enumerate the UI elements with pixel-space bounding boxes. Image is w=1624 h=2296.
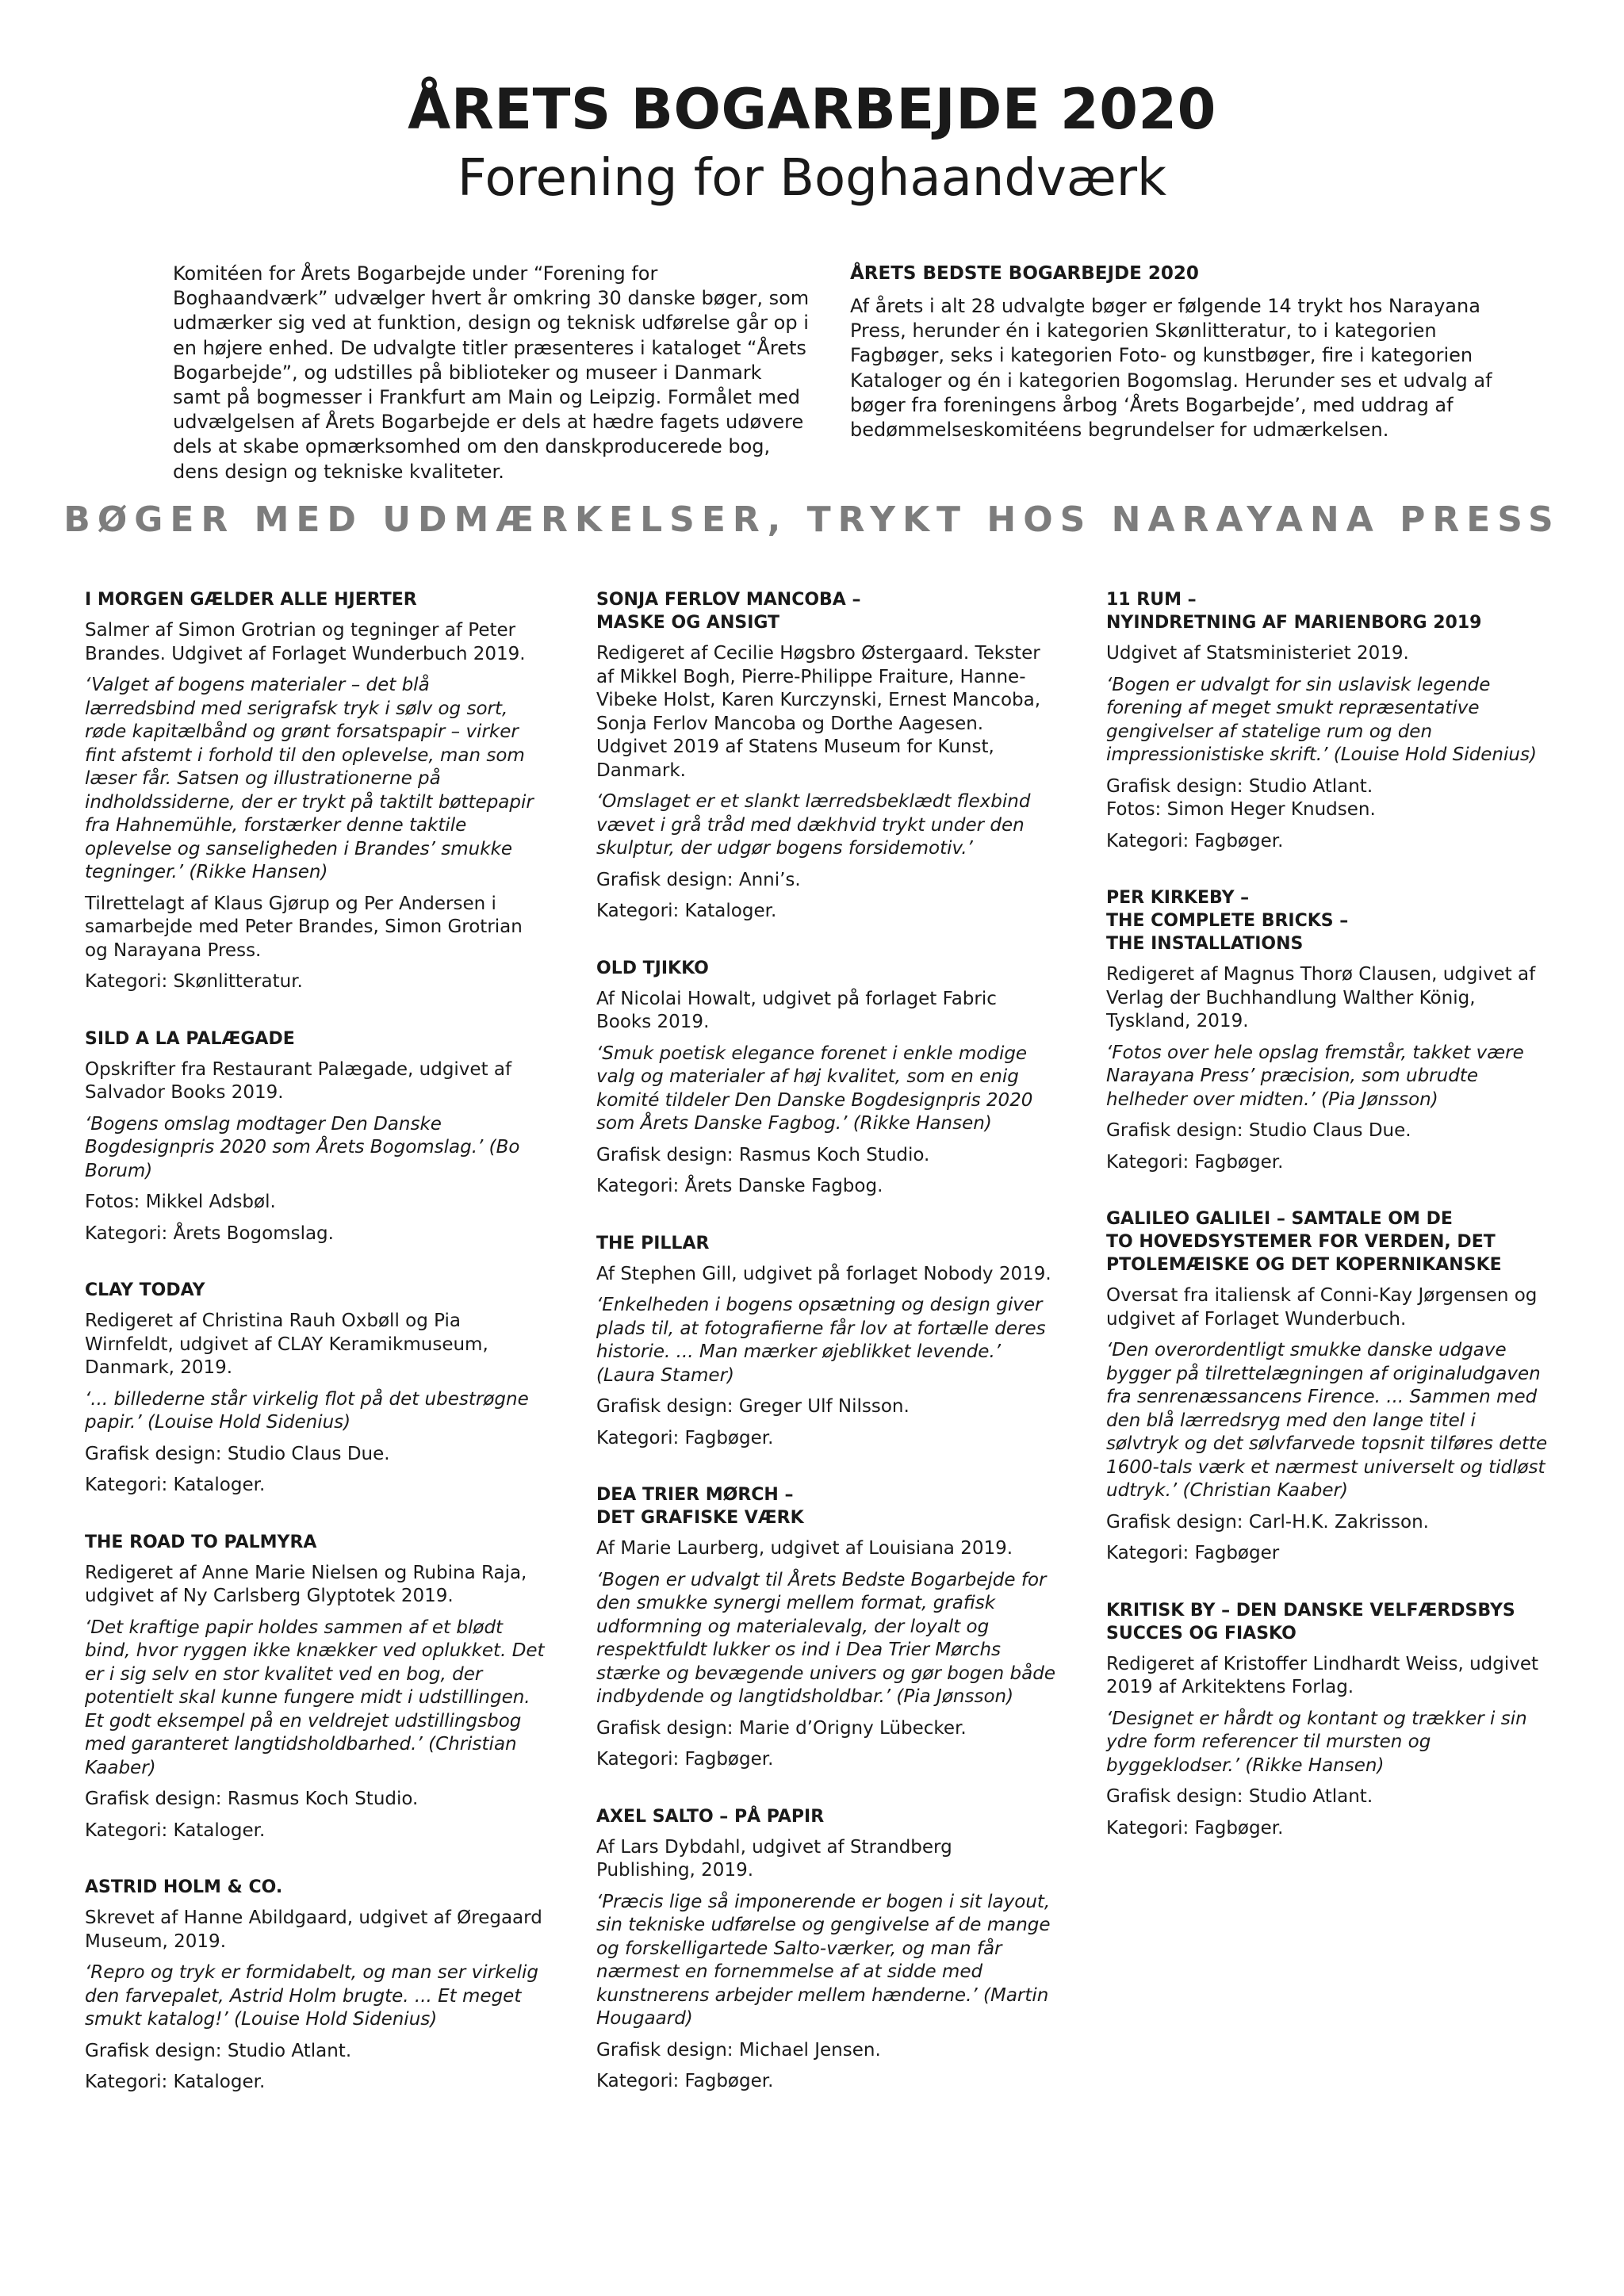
- book-meta: Redigeret af Cecilie Høgsbro Østergaard. Tekster af Mikkel Bogh, Pierre-Philippe Fraiture, Hanne-Vibeke Holst, Karen Kurczynski, Ernest Mancoba, Sonja Ferlov Mancoba og Dorthe Aagesen. Udgivet 2019 af Statens Museum for Kunst, Danmark.: [596, 643, 1041, 781]
- book-title: AXEL SALTO – PÅ PAPIR: [596, 1806, 825, 1827]
- book-credits: Fotos: Mikkel Adsbøl.: [85, 1192, 276, 1212]
- jury-quote: ‘Fotos over hele opslag fremstår, takket være Narayana Press’ præcision, som ubrudte helheder over midten.’ (Pia Jønsson): [1106, 1042, 1524, 1110]
- jury-quote: ‘Bogens omslag modtager Den Danske Bogdesignpris 2020 som Årets Bogomslag.’ (Bo Borum): [85, 1113, 520, 1181]
- book-credits: Grafisk design: Studio Atlant.: [85, 2040, 352, 2061]
- book-category: Kategori: Årets Bogomslag.: [85, 1223, 334, 1244]
- book-title: 11 RUM – NYINDRETNING AF MARIENBORG 2019: [1106, 590, 1482, 633]
- book-category: Kategori: Fagbøger.: [1106, 1151, 1284, 1173]
- book-category: Kategori: Fagbøger.: [1106, 1817, 1284, 1839]
- intro-heading: ÅRETS BEDSTE BOGARBEJDE 2020: [850, 263, 1199, 284]
- book-entry: [1106, 1599, 1550, 1841]
- book-entry: [1106, 886, 1550, 1174]
- jury-quote: ‘Designet er hårdt og kontant og trækker i sin ydre form referencer til mursten og byggeklodser.’ (Rikke Hansen): [1106, 1708, 1527, 1776]
- book-credits: Tilrettelagt af Klaus Gjørup og Per Andersen i samarbejde med Peter Brandes, Simon Grotrian og Narayana Press.: [85, 893, 523, 961]
- book-credits: Grafisk design: Studio Claus Due.: [85, 1443, 390, 1464]
- book-meta: Salmer af Simon Grotrian og tegninger af Peter Brandes. Udgivet af Forlaget Wunderbuch 2019.: [85, 620, 526, 664]
- intro-left: [173, 262, 815, 484]
- page-title: ÅRETS BOGARBEJDE 2020: [408, 77, 1216, 142]
- book-category: Kategori: Kataloger.: [85, 1820, 266, 1841]
- intro-paragraph: Komitéen for Årets Bogarbejde under “Forening for Boghaandværk” udvælger hvert år omkring 30 danske bøger, som udmærker sig ved at funktion, design og teknisk udførelse går op i en højere enhed. De udvalgte titler præsenteres i kataloget “Årets Bogarbejde”, og udstilles på biblioteker og museer i Danmark samt på bogmesser i Frankfurt am Main og Leipzig. Formålet med udvælgelsen af Årets Bogarbejde er dels at hædre fagets udøvere dels at skabe opmærksomhed om den danskproducerede bog, dens design og tekniske kvaliteter.: [173, 262, 810, 483]
- book-meta: Redigeret af Christina Rauh Oxbøll og Pia Wirnfeldt, udgivet af CLAY Keramikmuseum, Danmark, 2019.: [85, 1311, 488, 1378]
- book-category: Kategori: Fagbøger: [1106, 1543, 1280, 1563]
- book-meta: Af Marie Laurberg, udgivet af Louisiana 2019.: [596, 1538, 1013, 1559]
- book-meta: Redigeret af Kristoffer Lindhardt Weiss, udgivet 2019 af Arkitektens Forlag.: [1106, 1653, 1539, 1697]
- book-entry: [596, 1232, 1056, 1451]
- section-heading: BØGER MED UDMÆRKELSER, TRYKT HOS NARAYANA PRESS: [63, 499, 1561, 540]
- book-category: Kategori: Kataloger.: [85, 2072, 266, 2092]
- book-meta: Skrevet af Hanne Abildgaard, udgivet af Øregaard Museum, 2019.: [85, 1908, 542, 1952]
- book-entry: [596, 588, 1056, 924]
- book-title: THE PILLAR: [596, 1233, 710, 1253]
- book-credits: Grafisk design: Greger Ulf Nilsson.: [596, 1396, 910, 1417]
- jury-quote: ‘... billederne står virkelig flot på det ubestrøgne papir.’ (Louise Hold Sidenius): [85, 1388, 529, 1433]
- page-subtitle: Forening for Boghaandværk: [457, 149, 1167, 208]
- jury-quote: ‘Den overordentligt smukke danske udgave bygger på tilrettelægningen af originaludgaven fra senrenæssancens Firence. ... Sammen med den blå lærredsryg med den lange titel i sølvtryk og det sølvfarvede topsnit tilføres dette 1600-tals værk et nærmest universelt og tidløst udtryk.’ (Christian Kaaber): [1106, 1340, 1548, 1501]
- book-credits: Grafisk design: Marie d’Origny Lübecker.: [596, 1717, 967, 1739]
- book-credits: Grafisk design: Anni’s.: [596, 869, 801, 890]
- book-category: Kategori: Skønlitteratur.: [85, 971, 303, 992]
- book-entry: [596, 957, 1056, 1199]
- book-meta: Redigeret af Magnus Thorø Clausen, udgivet af Verlag der Buchhandlung Walther König, Tyskland, 2019.: [1106, 964, 1536, 1031]
- intro-right: [850, 262, 1492, 442]
- book-title: CLAY TODAY: [85, 1280, 205, 1300]
- book-category: Kategori: Årets Danske Fagbog.: [596, 1176, 883, 1196]
- book-entry: [1106, 588, 1550, 853]
- book-title: THE ROAD TO PALMYRA: [85, 1532, 317, 1552]
- book-credits: Grafisk design: Rasmus Koch Studio.: [85, 1789, 419, 1809]
- book-meta: Oversat fra italiensk af Conni-Kay Jørgensen og udgivet af Forlaget Wunderbuch.: [1106, 1285, 1538, 1330]
- page-header: [0, 76, 1624, 211]
- jury-quote: ‘Valget af bogens materialer – det blå lærredsbind med serigrafsk tryk i sølv og sort, røde kapitælbånd og grønt forsatspapir – virker fint afstemt i forhold til den oplevelse, man som læser får. Satsen og illustrationerne på indholdssiderne, der er trykt på taktilt bøttepapir fra Hahnemühle, forstærker denne taktile oplevelse og sanseligheden i Brandes’ smukke tegninger.’ (Rikke Hansen): [85, 675, 534, 882]
- jury-quote: ‘Enkelheden i bogens opsætning og design giver plads til, at fotografierne får lov at fortælle deres historie. ... Man mærker øjeblikket levende.’ (Laura Stamer): [596, 1295, 1046, 1386]
- book-credits: Grafisk design: Studio Atlant.: [1106, 1786, 1373, 1807]
- book-entry: [85, 1876, 545, 2095]
- jury-quote: ‘Bogen er udvalgt for sin uslavisk legende forening af meget smukt repræsentative gengivelser af statelige rum og den impressionistiske skrift.’ (Louise Hold Sidenius): [1106, 674, 1537, 765]
- book-credits: Grafisk design: Michael Jensen.: [596, 2039, 881, 2061]
- book-entry: [85, 1027, 545, 1246]
- book-category: Kategori: Fagbøger.: [596, 2071, 774, 2091]
- jury-quote: ‘Det kraftige papir holdes sammen af et blødt bind, hvor ryggen ikke knækker ved oplukket. Det er i sig selv en stor kvalitet ved en bog, der potentielt skal kunne fungere midt i udstillingen. Et godt eksempel på en veldrejet udstillingsbog med garanteret langtidsholdbarhed.’ (Christian Kaaber): [85, 1617, 545, 1778]
- book-category: Kategori: Kataloger.: [85, 1475, 266, 1495]
- jury-quote: ‘Præcis lige så imponerende er bogen i sit layout, sin tekniske udførelse og gengivelse af de mange og forskelligartede Salto-værker, og man får nærmest en fornemmelse af at sidde med kunstnerens arbejder mellem hænderne.’ (Martin Hougaard): [596, 1891, 1051, 2029]
- column-2: [596, 588, 1056, 2127]
- book-title: GALILEO GALILEI – SAMTALE OM DE TO HOVEDSYSTEMER FOR VERDEN, DET PTOLEMÆISKE OG DET KOPERNIKANSKE: [1106, 1209, 1502, 1275]
- book-title: I MORGEN GÆLDER ALLE HJERTER: [85, 590, 417, 610]
- book-credits: Grafisk design: Studio Atlant. Fotos: Simon Heger Knudsen.: [1106, 775, 1376, 820]
- book-entry: [85, 1279, 545, 1498]
- jury-quote: ‘Omslaget er et slankt lærredsbeklædt flexbind vævet i grå tråd med dækhvid trykt under den skulptur, der udgør bogens forsidemotiv.’: [596, 791, 1031, 859]
- book-title: SONJA FERLOV MANCOBA – MASKE OG ANSIGT: [596, 590, 861, 633]
- book-title: PER KIRKEBY – THE COMPLETE BRICKS – THE INSTALLATIONS: [1106, 888, 1349, 954]
- jury-quote: ‘Bogen er udvalgt til Årets Bedste Bogarbejde for den smukke synergi mellem format, grafisk udformning og materialevalg, der loyalt og respektfuldt lukker os ind i Dea Trier Mørchs stærke og bevægende univers og gør bogen både indbydende og langtidsholdbar.’ (Pia Jønsson): [596, 1569, 1055, 1707]
- jury-quote: ‘Smuk poetisk elegance forenet i enkle modige valg og materialer af høj kvalitet, som en enig komité tildeler Den Danske Bogdesignpris 2020 som Årets Danske Fagbog.’ (Rikke Hansen): [596, 1043, 1033, 1134]
- book-meta: Redigeret af Anne Marie Nielsen og Rubina Raja, udgivet af Ny Carlsberg Glyptotek 2019.: [85, 1562, 527, 1606]
- book-category: Kategori: Fagbøger.: [596, 1749, 774, 1770]
- intro-right-paragraph: Af årets i alt 28 udvalgte bøger er følgende 14 trykt hos Narayana Press, herunder én i kategorien Skønlitteratur, to i kategorien Fagbøger, seks i kategorien Foto- og kunstbøger, fire i kategorien Kataloger og én i kategorien Bogomslag. Herunder ses et udvalg af bøger fra foreningens årbog ‘Årets Bogarbejde’, med uddrag af bedømmelseskomitéens begrundelser for udmærkelsen.: [850, 295, 1492, 442]
- column-1: [85, 588, 545, 2128]
- book-entry: [85, 1531, 545, 1843]
- book-meta: Opskrifter fra Restaurant Palægade, udgivet af Salvador Books 2019.: [85, 1058, 512, 1103]
- book-meta: Af Stephen Gill, udgivet på forlaget Nobody 2019.: [596, 1263, 1051, 1284]
- book-meta: Af Lars Dybdahl, udgivet af Strandberg Publishing, 2019.: [596, 1836, 952, 1881]
- book-title: ASTRID HOLM & CO.: [85, 1877, 283, 1897]
- book-meta: Udgivet af Statsministeriet 2019.: [1106, 643, 1409, 664]
- book-title: KRITISK BY – DEN DANSKE VELFÆRDSBYS SUCCES OG FIASKO: [1106, 1600, 1515, 1644]
- book-entry: [85, 588, 545, 994]
- book-title: SILD A LA PALÆGADE: [85, 1028, 295, 1049]
- jury-quote: ‘Repro og tryk er formidabelt, og man ser virkelig den farvepalet, Astrid Holm brugte. ... Et meget smukt katalog!’ (Louise Hold Sidenius): [85, 1962, 538, 2030]
- book-entry: [596, 1805, 1056, 2094]
- book-entry: [1106, 1207, 1550, 1566]
- book-credits: Grafisk design: Rasmus Koch Studio.: [596, 1144, 930, 1165]
- book-meta: Af Nicolai Howalt, udgivet på forlaget Fabric Books 2019.: [596, 988, 997, 1032]
- book-category: Kategori: Fagbøger.: [596, 1427, 774, 1448]
- column-3: [1106, 588, 1550, 1873]
- book-credits: Grafisk design: Studio Claus Due.: [1106, 1120, 1411, 1141]
- book-title: DEA TRIER MØRCH – DET GRAFISKE VÆRK: [596, 1485, 804, 1528]
- book-entry: [596, 1483, 1056, 1772]
- book-category: Kategori: Fagbøger.: [1106, 830, 1284, 851]
- book-credits: Grafisk design: Carl-H.K. Zakrisson.: [1106, 1511, 1429, 1533]
- book-title: OLD TJIKKO: [596, 958, 709, 978]
- book-category: Kategori: Kataloger.: [596, 901, 777, 921]
